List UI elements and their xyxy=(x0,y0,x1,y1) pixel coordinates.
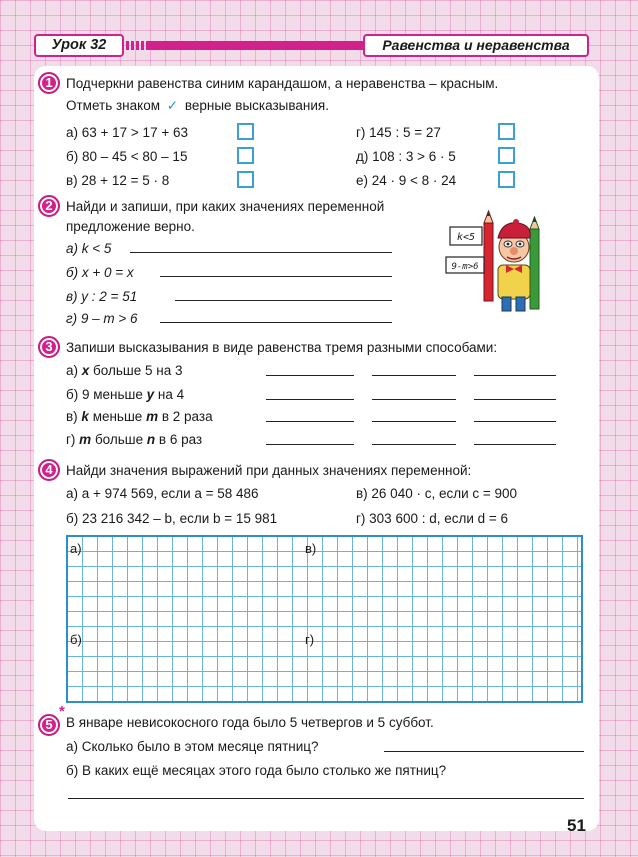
task-1-item-v: в) 28 + 12 = 5 · 8 xyxy=(66,173,170,188)
answer-line-3g-3[interactable] xyxy=(474,444,556,445)
task-2-item-b: б) x + 0 = x xyxy=(66,265,134,280)
task-5-question-a: а) Сколько было в этом месяце пятниц? xyxy=(66,739,319,754)
task-4-item-v: в) 26 040 · c, если c = 900 xyxy=(356,486,518,501)
task-5-number: 5 xyxy=(38,714,60,736)
task-2-number: 2 xyxy=(38,195,60,217)
task-2-instruction: Найди и запиши, при каких значениях переменной xyxy=(66,199,385,214)
answer-line-3g-1[interactable] xyxy=(266,444,354,445)
sign-k-less-5: k<5 xyxy=(456,232,476,243)
solution-grid[interactable] xyxy=(66,535,583,703)
task-5-star-icon: * xyxy=(59,703,65,720)
task-3-item-v: в) k меньше m в 2 раза xyxy=(66,409,213,424)
task-1-instruction: Подчеркни равенства синим карандашом, а неравенства – красным. xyxy=(66,76,499,91)
task-3-item-a: а) x больше 5 на 3 xyxy=(66,363,183,378)
answer-line-3b-1[interactable] xyxy=(266,399,354,400)
answer-line-5a[interactable] xyxy=(384,751,584,752)
task-5-question-b: б) В каких ещё месяцах этого года было столько же пятниц? xyxy=(66,763,447,778)
page-number: 51 xyxy=(567,816,586,835)
task-2-instruction-2: предложение верно. xyxy=(66,219,195,234)
grid-label-a: а) xyxy=(70,541,82,556)
task-4-item-g: г) 303 600 : d, если d = 6 xyxy=(356,511,509,526)
grid-label-v: в) xyxy=(305,541,317,556)
grid-label-b: б) xyxy=(70,632,82,647)
checkbox-g[interactable] xyxy=(498,123,515,140)
answer-line-5b[interactable] xyxy=(68,798,584,799)
checkbox-d[interactable] xyxy=(498,147,515,164)
answer-line-3v-3[interactable] xyxy=(474,421,556,422)
task-3-item-g: г) m больше n в 6 раз xyxy=(66,432,203,447)
task-5-instruction: В январе невисокосного года было 5 четвергов и 5 суббот. xyxy=(66,715,434,730)
answer-line-3g-2[interactable] xyxy=(372,444,456,445)
task-3-item-b: б) 9 меньше y на 4 xyxy=(66,387,185,402)
answer-line-3v-1[interactable] xyxy=(266,421,354,422)
answer-line-3a-3[interactable] xyxy=(474,375,556,376)
checkbox-v[interactable] xyxy=(237,171,254,188)
header-stripes xyxy=(126,41,149,50)
task-3-instruction: Запиши высказывания в виде равенства тремя разными способами: xyxy=(66,340,498,355)
task-1-item-e: е) 24 · 9 < 8 · 24 xyxy=(356,173,457,188)
task-4-number: 4 xyxy=(38,459,60,481)
answer-line-2b[interactable] xyxy=(160,276,392,277)
checkbox-e[interactable] xyxy=(498,171,515,188)
checkbox-b[interactable] xyxy=(237,147,254,164)
grid-label-g: г) xyxy=(305,632,315,647)
task-1-item-b: б) 80 – 45 < 80 – 15 xyxy=(66,149,188,164)
answer-line-3a-2[interactable] xyxy=(372,375,456,376)
answer-line-3a-1[interactable] xyxy=(266,375,354,376)
task-1-instruction-2: Отметь знаком ✓ верные высказывания. xyxy=(66,98,329,113)
answer-line-2a[interactable] xyxy=(130,252,392,253)
task-1-number: 1 xyxy=(38,72,60,94)
lesson-title: Урок 32 xyxy=(34,34,124,57)
sign-9-minus-m: 9-m>6 xyxy=(451,262,479,272)
task-1-item-d: д) 108 : 3 > 6 · 5 xyxy=(356,149,456,164)
header-line xyxy=(148,41,363,50)
task-4-item-b: б) 23 216 342 – b, если b = 15 981 xyxy=(66,511,278,526)
task-1-item-g: г) 145 : 5 = 27 xyxy=(356,125,441,140)
topic-title: Равенства и неравенства xyxy=(363,34,589,57)
answer-line-3v-2[interactable] xyxy=(372,421,456,422)
task-4-instruction: Найди значения выражений при данных значениях переменной: xyxy=(66,463,472,478)
task-1-item-a: а) 63 + 17 > 17 + 63 xyxy=(66,125,188,140)
check-mark-icon: ✓ xyxy=(166,98,179,113)
answer-line-2v[interactable] xyxy=(175,300,392,301)
task-2-item-g: г) 9 – m > 6 xyxy=(66,311,138,326)
task-2-item-a: а) k < 5 xyxy=(66,241,112,256)
answer-line-3b-2[interactable] xyxy=(372,399,456,400)
answer-line-2g[interactable] xyxy=(160,322,392,323)
answer-line-3b-3[interactable] xyxy=(474,399,556,400)
task-4-item-a: а) a + 974 569, если a = 58 486 xyxy=(66,486,259,501)
pencil-character-illustration xyxy=(440,205,560,315)
checkbox-a[interactable] xyxy=(237,123,254,140)
task-2-item-v: в) y : 2 = 51 xyxy=(66,289,138,304)
task-3-number: 3 xyxy=(38,336,60,358)
